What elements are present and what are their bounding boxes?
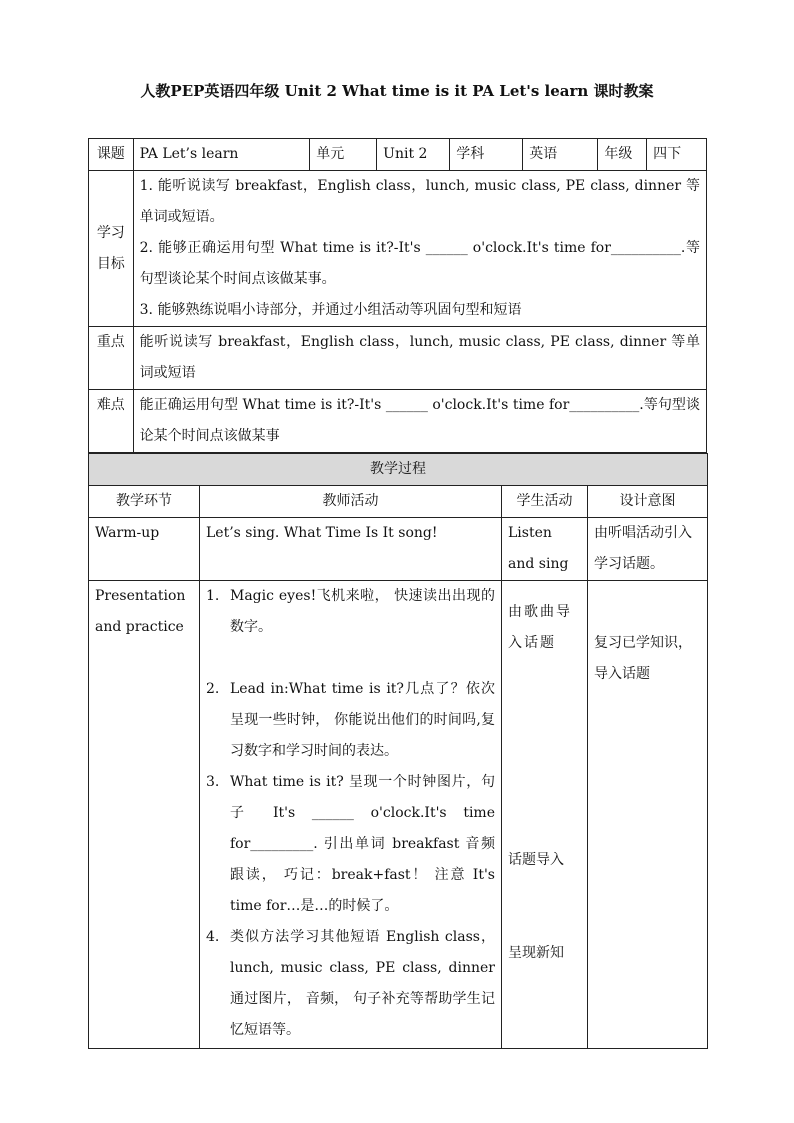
student-activity-item: 由歌曲导入话题 <box>508 604 572 651</box>
column-header: 教学环节 <box>89 486 200 518</box>
objective-item: 3. 能够熟练说唱小诗部分，并通过小组活动等巩固句型和短语 <box>139 302 522 318</box>
objectives-label: 学习目标 <box>89 171 134 327</box>
objective-item: 1. 能听说读写 breakfast，English class，lunch, music class, PE class, dinner 等单词或短语。 <box>139 178 700 225</box>
key-points-label: 重点 <box>89 327 134 390</box>
difficulties-text: 能正确运用句型 What time is it?-It's ______ o'clock.It's time for__________.等句型谈论某个时间点该做某事 <box>133 390 706 453</box>
warmup-student: Listen and sing <box>502 518 588 581</box>
topic-value: PA Let’s learn <box>133 139 310 171</box>
page-title: 人教PEP英语四年级 Unit 2 What time is it PA Let's learn 课时教案 <box>140 82 654 100</box>
student-activity-item: 呈现新知 <box>508 945 564 961</box>
presentation-intent: 复习已学知识，导入话题 <box>588 581 708 1049</box>
student-activity-item: 话题导入 <box>508 852 564 868</box>
presentation-teacher <box>200 581 502 1049</box>
teacher-activity-item: 4. 类似方法学习其他短语 English class，lunch, music class, PE class, dinner 通过图片， 音频， 句子补充等帮助学生记忆短语等。 <box>206 929 495 1038</box>
objective-item: 2. 能够正确运用句型 What time is it?-It's ______ o'clock.It's time for__________.等句型谈论某个时间点该做某事。 <box>139 240 700 287</box>
subject-value: 英语 <box>523 139 598 171</box>
column-header: 学生活动 <box>502 486 588 518</box>
process-heading: 教学过程 <box>89 454 708 486</box>
topic-label: 课题 <box>89 139 134 171</box>
teacher-activity-item: 3. What time is it? 呈现一个时钟图片，句 子 It's ______ o'clock.It's time for_________. 引出单词 breakfast 音频跟读， 巧记：break+fast！ 注意 It's time for…是…的时候了。 <box>206 774 495 914</box>
subject-label: 学科 <box>450 139 523 171</box>
column-header: 教师活动 <box>200 486 502 518</box>
presentation-student <box>502 581 588 1049</box>
key-points-text: 能听说读写 breakfast，English class，lunch, music class, PE class, dinner 等单词或短语 <box>133 327 706 390</box>
grade-value: 四下 <box>647 139 707 171</box>
teacher-activity-item: 2. Lead in:What time is it?几点了？依次呈现一些时钟， 你能说出他们的时间吗,复习数字和学习时间的表达。 <box>206 681 495 759</box>
unit-value: Unit 2 <box>377 139 450 171</box>
lesson-info-table <box>88 138 707 453</box>
column-header: 设计意图 <box>588 486 708 518</box>
warmup-teacher: Let’s sing. What Time Is It song! <box>200 518 502 581</box>
teacher-activity-item: 1. Magic eyes!飞机来啦， 快速读出出现的数字。 <box>206 588 495 635</box>
warmup-intent: 由听唱活动引入学习话题。 <box>588 518 708 581</box>
unit-label: 单元 <box>310 139 377 171</box>
teaching-process-table <box>88 453 708 1049</box>
presentation-stage: Presentation and practice <box>89 581 200 1049</box>
objectives-content <box>133 171 706 327</box>
warmup-stage: Warm-up <box>89 518 200 581</box>
difficulties-label: 难点 <box>89 390 134 453</box>
grade-label: 年级 <box>598 139 647 171</box>
